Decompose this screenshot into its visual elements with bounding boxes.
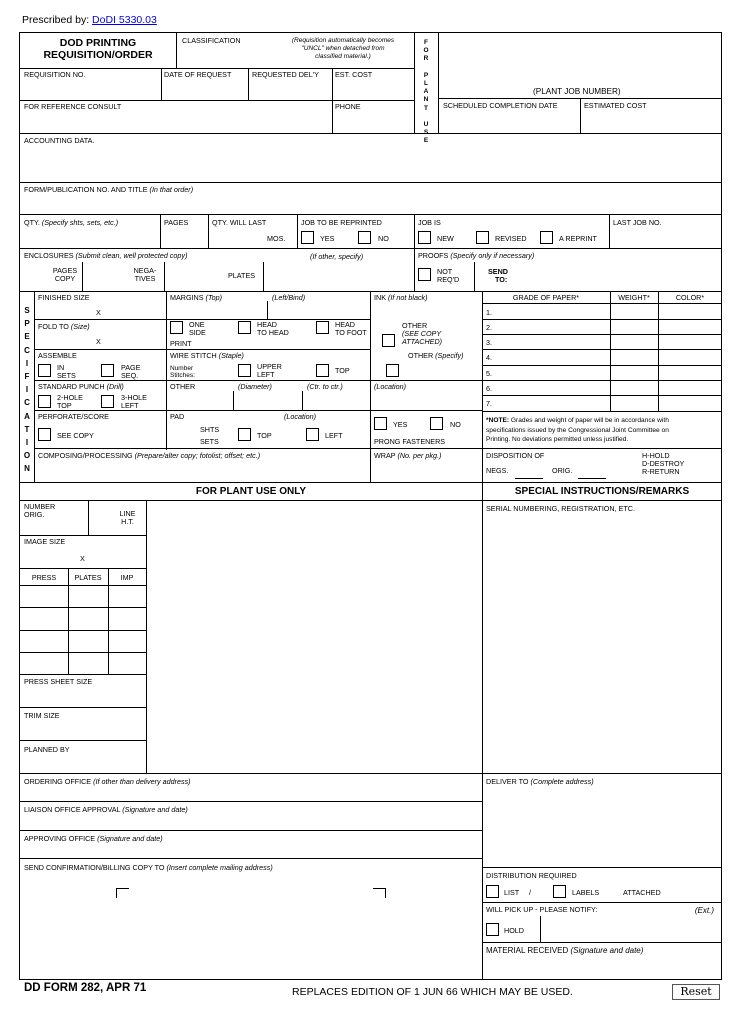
liaison-office [24, 806, 188, 814]
scheduled-completion: SCHEDULED COMPLETION DATE [443, 101, 558, 110]
specification-letter: T [24, 424, 30, 434]
proofs-note: (Specify only if necessary) [450, 251, 535, 260]
three-hole-left [121, 394, 147, 410]
specification-letter: S [24, 306, 30, 315]
negatives [120, 267, 170, 283]
note-line-1: Grades and weight of paper will be in accordance with [510, 417, 669, 424]
specification-letter: P [24, 319, 30, 329]
reprint-no-checkbox[interactable] [358, 231, 371, 244]
distribution-required: DISTRIBUTION REQUIRED [486, 871, 577, 880]
other-specify-note: (Specify) [435, 351, 464, 360]
plant-use-letter [421, 113, 431, 121]
requisition-no: REQUISITION NO. [24, 70, 86, 79]
plates-header: PLATES [74, 573, 102, 582]
upper-left-checkbox[interactable] [238, 364, 251, 377]
composing-processing [38, 452, 260, 460]
head-to-head-checkbox[interactable] [238, 321, 251, 334]
paper-row-number: 1. [486, 308, 492, 317]
last-job-no: LAST JOB NO. [613, 218, 662, 227]
pages: PAGES [164, 218, 189, 227]
enclosures-label: ENCLOSURES [24, 251, 74, 260]
in-sets-2: SETS [57, 371, 76, 380]
number-orig-2: ORIG. [24, 510, 45, 519]
special-instructions-title: SPECIAL INSTRUCTIONS/REMARKS [514, 486, 690, 497]
hold-label: HOLD [504, 926, 524, 935]
approving-office-note: (Signature and date) [97, 834, 163, 843]
prescribed-by-label: Prescribed by: [22, 14, 90, 26]
wire-stitch [170, 352, 244, 360]
pages-copy [40, 267, 90, 283]
phone: PHONE [335, 102, 361, 111]
deliver-to [486, 778, 594, 786]
other-specify [408, 352, 464, 360]
head-to-foot-checkbox[interactable] [316, 321, 329, 334]
ext-label: (Ext.) [694, 906, 714, 915]
stitch-top: TOP [335, 366, 350, 375]
deliver-to-note: (Complete address) [530, 777, 594, 786]
line-ht-2: H.T. [121, 517, 134, 526]
liaison-office-label: LIAISON OFFICE APPROVAL [24, 805, 121, 814]
paper-row-number: 3. [486, 338, 492, 347]
prong-yes-checkbox[interactable] [374, 417, 387, 430]
send-confirmation-label: SEND CONFIRMATION/BILLING COPY TO [24, 863, 165, 872]
reqd-label: REQ'D [437, 275, 460, 284]
three-hole-1: 3-HOLE [121, 393, 147, 402]
page-seq-2: SEQ. [121, 371, 139, 380]
line-ht-1: LINE [119, 509, 136, 518]
proofs-not-reqd-checkbox[interactable] [418, 268, 431, 281]
margins [170, 294, 222, 302]
ordering-office [24, 778, 191, 786]
punch-other: OTHER [170, 382, 196, 391]
job-reprint-checkbox[interactable] [540, 231, 553, 244]
pages-copy-2: COPY [54, 274, 76, 283]
specification-letter: N [24, 464, 30, 474]
specification-letter: I [25, 358, 29, 368]
in-sets-1: IN [57, 363, 65, 372]
number-orig [24, 503, 55, 519]
qty-label: QTY. [24, 218, 40, 227]
reset-button[interactable]: Reset [672, 984, 720, 1000]
plant-use-letter: O [423, 47, 429, 55]
job-is: JOB IS [418, 218, 441, 227]
margins-top: (Top) [205, 293, 223, 302]
accounting-data: ACCOUNTING DATA. [24, 136, 95, 145]
prong-no: NO [450, 420, 461, 429]
form-id: DD FORM 282, APR 71 [24, 982, 147, 994]
paper-note [486, 416, 669, 445]
fold-to-x: X [96, 337, 101, 346]
image-size: IMAGE SIZE [24, 537, 66, 546]
qty [24, 219, 118, 227]
head-to-foot [335, 321, 367, 337]
paper-row-number: 4. [486, 353, 492, 362]
classification-note-1: (Requisition automatically becomes [291, 37, 395, 44]
address-bracket-left [116, 888, 129, 898]
title-line-1: DOD PRINTING [59, 37, 137, 49]
paper-row-number: 6. [486, 384, 492, 393]
disposition-of: DISPOSITION OF [486, 451, 545, 460]
head-to-foot-1: HEAD [335, 320, 355, 329]
send-to [488, 268, 508, 284]
two-hole-1: 2-HOLE [57, 393, 83, 402]
address-bracket-right [373, 888, 386, 898]
send-confirmation-note: (Insert complete mailing address) [166, 863, 273, 872]
standard-punch [38, 383, 124, 391]
form-publication [24, 186, 193, 194]
plant-use-letter: R [423, 55, 429, 63]
plates: PLATES [228, 271, 256, 280]
not-label: NOT [437, 267, 453, 276]
destroy-code: D-DESTROY [642, 459, 685, 468]
hold-code: H-HOLD [642, 451, 670, 460]
return-code: R-RETURN [642, 467, 680, 476]
other-specify-label: OTHER [408, 351, 434, 360]
page-seq-1: PAGE [121, 363, 141, 372]
press-sheet-size: PRESS SHEET SIZE [24, 677, 93, 686]
specification-letter: E [24, 332, 30, 342]
estimated-cost: ESTIMATED COST [584, 101, 647, 110]
planned-by: PLANNED BY [24, 745, 70, 754]
plant-use-letter: E [423, 137, 429, 145]
print: PRINT [170, 339, 192, 348]
reprint-no-label: NO [378, 234, 389, 243]
labels-checkbox[interactable] [553, 885, 566, 898]
one-side-1: ONE [189, 320, 205, 329]
specification-letter: F [24, 372, 30, 382]
ordering-office-label: ORDERING OFFICE [24, 777, 92, 786]
pad-top-checkbox[interactable] [238, 428, 251, 441]
upper-left-2: LEFT [257, 370, 275, 379]
three-hole-checkbox[interactable] [101, 395, 114, 408]
see-copy-attached-checkbox[interactable] [382, 334, 395, 347]
date-of-request: DATE OF REQUEST [164, 70, 232, 79]
specification-letter: I [25, 438, 29, 448]
title-line-2: REQUISITION/ORDER [43, 48, 153, 61]
other-specify-checkbox[interactable] [386, 364, 399, 377]
page-seq [121, 364, 140, 380]
est-cost: EST. COST [335, 70, 373, 79]
negatives-2: TIVES [134, 274, 156, 283]
standard-punch-label: STANDARD PUNCH [38, 382, 105, 391]
two-hole-top [57, 394, 83, 410]
paper-row-number: 5. [486, 369, 492, 378]
head-to-head-1: HEAD [257, 320, 277, 329]
head-to-head [257, 321, 289, 337]
list-checkbox[interactable] [486, 885, 499, 898]
material-received [486, 946, 643, 955]
trim-size: TRIM SIZE [24, 711, 60, 720]
note-line-2: specifications issued by the Congressional Joint Committee on [486, 426, 669, 434]
form-title [22, 38, 174, 61]
requested-dely: REQUESTED DEL'Y [252, 70, 319, 79]
one-side-checkbox[interactable] [170, 321, 183, 334]
job-new-checkbox[interactable] [418, 231, 431, 244]
specification-letter: C [24, 398, 30, 408]
pad-left: LEFT [325, 431, 343, 440]
prong-yes: YES [393, 420, 408, 429]
qty-will-last: QTY. WILL LAST [212, 218, 267, 227]
disposition-codes [642, 452, 684, 476]
prescribed-by [22, 14, 157, 26]
paper-row-number: 2. [486, 323, 492, 332]
ink-label: INK [374, 293, 386, 302]
two-hole-checkbox[interactable] [38, 395, 51, 408]
form-publication-note: (In that order) [149, 185, 194, 194]
plant-use-letter: F [424, 39, 428, 46]
send-confirmation [24, 864, 273, 872]
in-sets-checkbox[interactable] [38, 364, 51, 377]
plant-use-letter: P [423, 71, 429, 79]
paper-row-number: 7. [486, 399, 492, 408]
margins-label: MARGINS [170, 293, 204, 302]
see-copy-attached-2: ATTACHED) [402, 337, 443, 346]
specification-letter: C [24, 345, 30, 355]
diameter: (Diameter) [238, 382, 272, 391]
plant-use-letter: N [423, 96, 429, 104]
dodi-link[interactable]: DoDI 5330.03 [92, 14, 157, 26]
assemble: ASSEMBLE [38, 351, 77, 360]
see-copy-attached-1: (SEE COPY [402, 329, 442, 338]
negatives-1: NEGA- [133, 266, 157, 275]
job-reprinted: JOB TO BE REPRINTED [301, 218, 382, 227]
fold-to-note: (Size) [70, 322, 90, 331]
see-copy-attached [402, 330, 442, 346]
standard-punch-note: (Drill) [106, 382, 124, 391]
wire-stitch-label: WIRE STITCH [170, 351, 217, 360]
specification-letter: I [25, 385, 29, 395]
perforate-score: PERFORATE/SCORE [38, 412, 109, 421]
composing-note: (Prepare/alter copy; fotolist; offset; etc.) [134, 451, 261, 460]
if-other-specify: (If other, specify) [310, 252, 364, 261]
job-new-label: NEW [437, 234, 454, 243]
fold-to-label: FOLD TO [38, 322, 69, 331]
job-revised-checkbox[interactable] [476, 231, 489, 244]
attached-label: ATTACHED [623, 888, 661, 897]
enclosures-note: (Submit clean, well protected copy) [75, 251, 188, 260]
plant-use-letter: L [424, 80, 428, 88]
composing-label: COMPOSING/PROCESSING [38, 451, 133, 460]
will-pick-up: WILL PICK UP - PLEASE NOTIFY: [486, 905, 598, 914]
job-revised-label: REVISED [495, 234, 527, 243]
not-reqd [437, 268, 459, 284]
list-slash: / [529, 888, 531, 897]
upper-left [257, 363, 282, 379]
pad: PAD [170, 412, 185, 421]
plant-use-letter: T [424, 104, 428, 112]
material-received-note: (Signature and date) [570, 946, 644, 955]
one-side-2: SIDE [189, 328, 206, 337]
pages-copy-1: PAGES [52, 266, 78, 275]
color: COLOR* [675, 293, 705, 302]
number-stitches [170, 365, 195, 379]
pad-shts: SHTS [200, 425, 220, 434]
fold-other: OTHER [402, 321, 428, 330]
press-header: PRESS [31, 573, 57, 582]
see-copy: SEE COPY [57, 431, 94, 440]
qty-note: (Specify shts, sets, etc.) [41, 218, 119, 227]
finished-size-x: X [96, 308, 101, 317]
liaison-office-note: (Signature and date) [122, 805, 188, 814]
fold-to [38, 323, 90, 331]
labels-label: LABELS [572, 888, 600, 897]
pad-left-checkbox[interactable] [306, 428, 319, 441]
classification-note [268, 37, 418, 61]
orig: ORIG. [552, 466, 573, 475]
proofs-label: PROOFS [418, 251, 449, 260]
proofs [418, 252, 534, 260]
number-orig-1: NUMBER [24, 502, 56, 511]
enclosures [24, 252, 187, 260]
number-stitches-1: Number [170, 365, 194, 372]
deliver-to-label: DELIVER TO [486, 777, 529, 786]
head-to-foot-2: TO FOOT [335, 328, 367, 337]
send-label: SEND [488, 267, 508, 276]
form-publication-label: FORM/PUBLICATION NO. AND TITLE [24, 185, 148, 194]
replaces-edition: REPLACES EDITION OF 1 JUN 66 WHICH MAY BE USED. [292, 986, 573, 998]
to-label: TO: [495, 275, 508, 284]
reprint-yes-label: YES [320, 234, 335, 243]
image-size-x: X [80, 554, 85, 563]
reprint-yes-checkbox[interactable] [301, 231, 314, 244]
wrap-note: (No. per pkg.) [397, 451, 442, 460]
list-label: LIST [504, 888, 520, 897]
plant-use-only-title: FOR PLANT USE ONLY [195, 486, 307, 497]
hold-checkbox[interactable] [486, 923, 499, 936]
ink-note: (If not black) [387, 293, 428, 302]
for-plant-use-vertical [421, 39, 431, 146]
specification-letter: A [24, 411, 30, 421]
grade-of-paper: GRADE OF PAPER* [512, 293, 580, 302]
weight: WEIGHT* [618, 293, 650, 302]
reference-consult: FOR REFERENCE CONSULT [24, 102, 122, 111]
one-side [189, 321, 206, 337]
approving-office-label: APPROVING OFFICE [24, 834, 96, 843]
wrap-label: WRAP [374, 451, 396, 460]
plant-use-letter: U [423, 121, 429, 129]
material-received-label: MATERIAL RECEIVED [486, 946, 569, 955]
finished-size: FINISHED SIZE [38, 293, 90, 302]
upper-left-1: UPPER [257, 362, 282, 371]
see-copy-checkbox[interactable] [38, 428, 51, 441]
head-to-head-2: TO HEAD [257, 328, 289, 337]
ctr-to-ctr: (Ctr. to ctr.) [307, 382, 343, 391]
serial-numbering: SERIAL NUMBERING, REGISTRATION, ETC. [486, 504, 635, 513]
specification-vertical [20, 304, 34, 476]
stitch-top-checkbox[interactable] [316, 364, 329, 377]
two-hole-2: TOP [57, 401, 72, 410]
classification-note-2: "UNCL" when detached from [301, 45, 385, 52]
three-hole-2: LEFT [121, 401, 139, 410]
pad-location: (Location) [284, 412, 316, 421]
pad-sets: SETS [200, 437, 219, 446]
pad-top: TOP [257, 431, 272, 440]
imp-header: IMP [120, 573, 134, 582]
prong-fasteners: PRONG FASTENERS [374, 437, 446, 446]
classification-note-3: classified material.) [315, 53, 371, 60]
specification-letter: O [23, 451, 31, 461]
job-reprint-label: A REPRINT [559, 234, 597, 243]
number-stitches-2: Stitches: [170, 372, 195, 379]
line-ht [110, 510, 145, 526]
note-label: *NOTE: [486, 417, 510, 424]
plant-use-letter: S [423, 129, 429, 137]
wire-stitch-note: (Staple) [218, 351, 244, 360]
prong-no-checkbox[interactable] [430, 417, 443, 430]
in-sets [57, 364, 76, 380]
margins-left: (Left/Bind) [272, 293, 306, 302]
classification-label: CLASSIFICATION [182, 36, 241, 45]
note-line-3: Printing. No deviations permitted unless justified. [486, 436, 629, 443]
punch-location: (Location) [374, 382, 406, 391]
approving-office [24, 835, 163, 843]
negs: NEGS. [486, 466, 509, 475]
ink [374, 294, 428, 302]
ordering-office-note: (If other than delivery address) [93, 777, 191, 786]
plant-use-letter: A [423, 88, 429, 96]
page-seq-checkbox[interactable] [101, 364, 114, 377]
plant-job-number: (PLANT JOB NUMBER) [533, 87, 621, 96]
wrap [374, 452, 441, 460]
plant-use-letter [421, 64, 431, 72]
mos: MOS. [267, 234, 286, 243]
